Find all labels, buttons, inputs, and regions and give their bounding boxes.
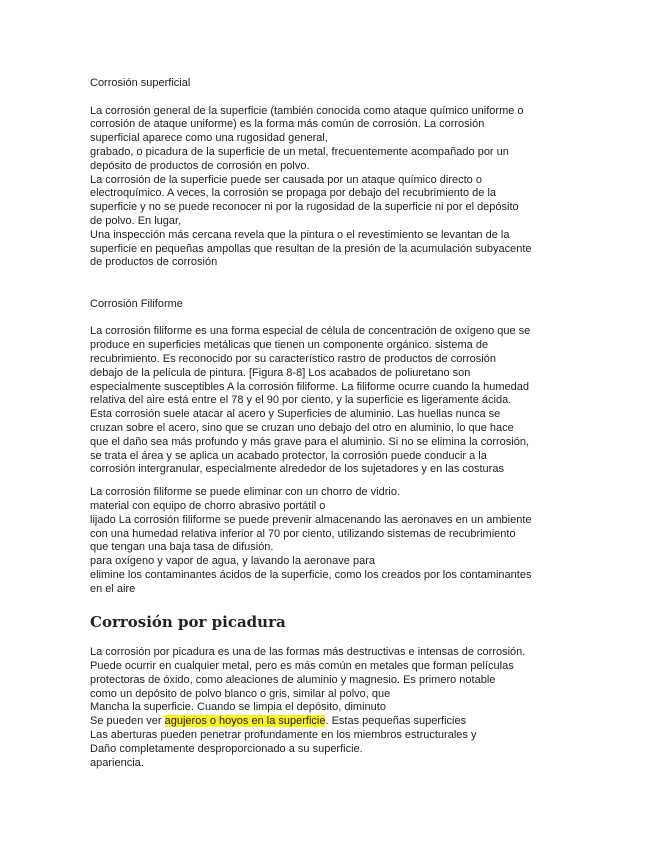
text-line: Mancha la superficie. Cuando se limpia el depósito, diminuto [90,701,386,714]
text-line: protectoras de óxido, como aleaciones de aluminio y magnesio. Es primero notable [90,673,496,686]
text-line: Daño completamente desproporcionado a su superficie. [90,742,363,755]
text-line: corrosión de ataque uniforme) es la forma más común de corrosión. La corrosión [90,118,485,131]
text-line: relativa del aire está entre el 78 y el 90 por ciento, y la superficie es ligeramente ácida. [90,394,512,407]
text-line: de productos de corrosión [90,256,218,269]
text-segment: . Estas pequeñas superficies [325,715,467,728]
text-line: debajo de la película de pintura. [Figura 8-8] Los acabados de poliuretano son [90,366,471,379]
text-line: La corrosión filiforme se puede eliminar con un chorro de vidrio. [90,486,400,499]
paragraph-filiforme-2 [90,486,615,596]
text-line: apariencia. [90,756,144,769]
text-line: La corrosión general de la superficie (también conocida como ataque químico uniforme o [90,104,524,117]
text-line: que el daño sea más profundo y más grave para el aluminio. Si no se elimina la corrosión, [90,435,530,448]
section-title-superficial: Corrosión superficial [90,77,191,89]
text-line: cruzan sobre el acero, sino que se cruzan uno debajo del otro en aluminio, lo que hace [90,421,514,434]
text-line: La corrosión por picadura es una de las formas más destructivas e intensas de corrosión. [90,646,526,659]
text-line: superficie en pequeñas ampollas que resultan de la presión de la acumulación subyacente [90,242,532,255]
text-line: electroquímico. A veces, la corrosión se propaga por debajo del recubrimiento de la [90,187,497,200]
text-line: elimine los contaminantes ácidos de la superficie, como los creados por los contaminantes [90,568,532,581]
text-line: en el aire [90,582,136,595]
text-line: grabado, o picadura de la superficie de un metal, frecuentemente acompañado por un [90,145,509,158]
text-segment: Se pueden ver [90,715,165,728]
text-line: Las aberturas pueden penetrar profundamente en los miembros estructurales y [90,729,477,742]
text-line-highlighted [90,715,615,729]
text-line: La corrosión de la superficie puede ser causada por un ataque químico directo o [90,173,482,186]
text-line: se trata el área y se aplica un acabado protector, la corrosión puede conducir a la [90,449,487,462]
text-line: con una humedad relativa inferior al 70 por ciento, utilizando sistemas de recubrimiento [90,527,516,540]
text-line: especialmente susceptibles A la corrosión filiforme. La filiforme ocurre cuando la humedad [90,380,530,393]
text-line: recubrimiento. Es reconocido por su característico rastro de productos de corrosión [90,352,496,365]
paragraph-superficial [90,105,615,271]
text-line: como un depósito de polvo blanco o gris, similar al polvo, que [90,687,391,700]
text-line: para oxígeno y vapor de agua, y lavando la aeronave para [90,555,375,568]
paragraph-filiforme-1 [90,325,615,477]
paragraph-picadura [90,646,615,770]
text-line: superficial aparece como una rugosidad general, [90,132,328,145]
text-line: Esta corrosión suele atacar al acero y Superficies de aluminio. Las huellas nunca se [90,408,501,421]
text-line: Puede ocurrir en cualquier metal, pero es más común en metales que forman películas [90,660,514,673]
text-line: que tengan una baja tasa de difusión. [90,541,274,554]
text-line: depósito de productos de corrosión en polvo. [90,159,310,172]
text-line: Una inspección más cercana revela que la pintura o el revestimiento se levantan de la [90,228,510,241]
section-title-picadura: Corrosión por picadura [90,613,286,632]
text-line: lijado La corrosión filiforme se puede prevenir almacenando las aeronaves en un ambiente [90,513,532,526]
text-line: La corrosión filiforme es una forma especial de célula de concentración de oxígeno que se [90,325,531,338]
text-line: de polvo. En lugar, [90,214,182,227]
text-line: material con equipo de chorro abrasivo portátil o [90,499,326,512]
highlighted-text: agujeros o hoyos en la superficie [164,715,326,728]
text-line: superficie y no se puede reconocer ni por la rugosidad de la superficie ni por el depósito [90,201,519,214]
section-title-filiforme: Corrosión Filiforme [90,297,183,310]
text-line: produce en superficies metálicas que tienen un componente orgánico. sistema de [90,339,489,352]
text-line: corrosión intergranular, especialmente alrededor de los sujetadores y en las costuras [90,463,504,476]
